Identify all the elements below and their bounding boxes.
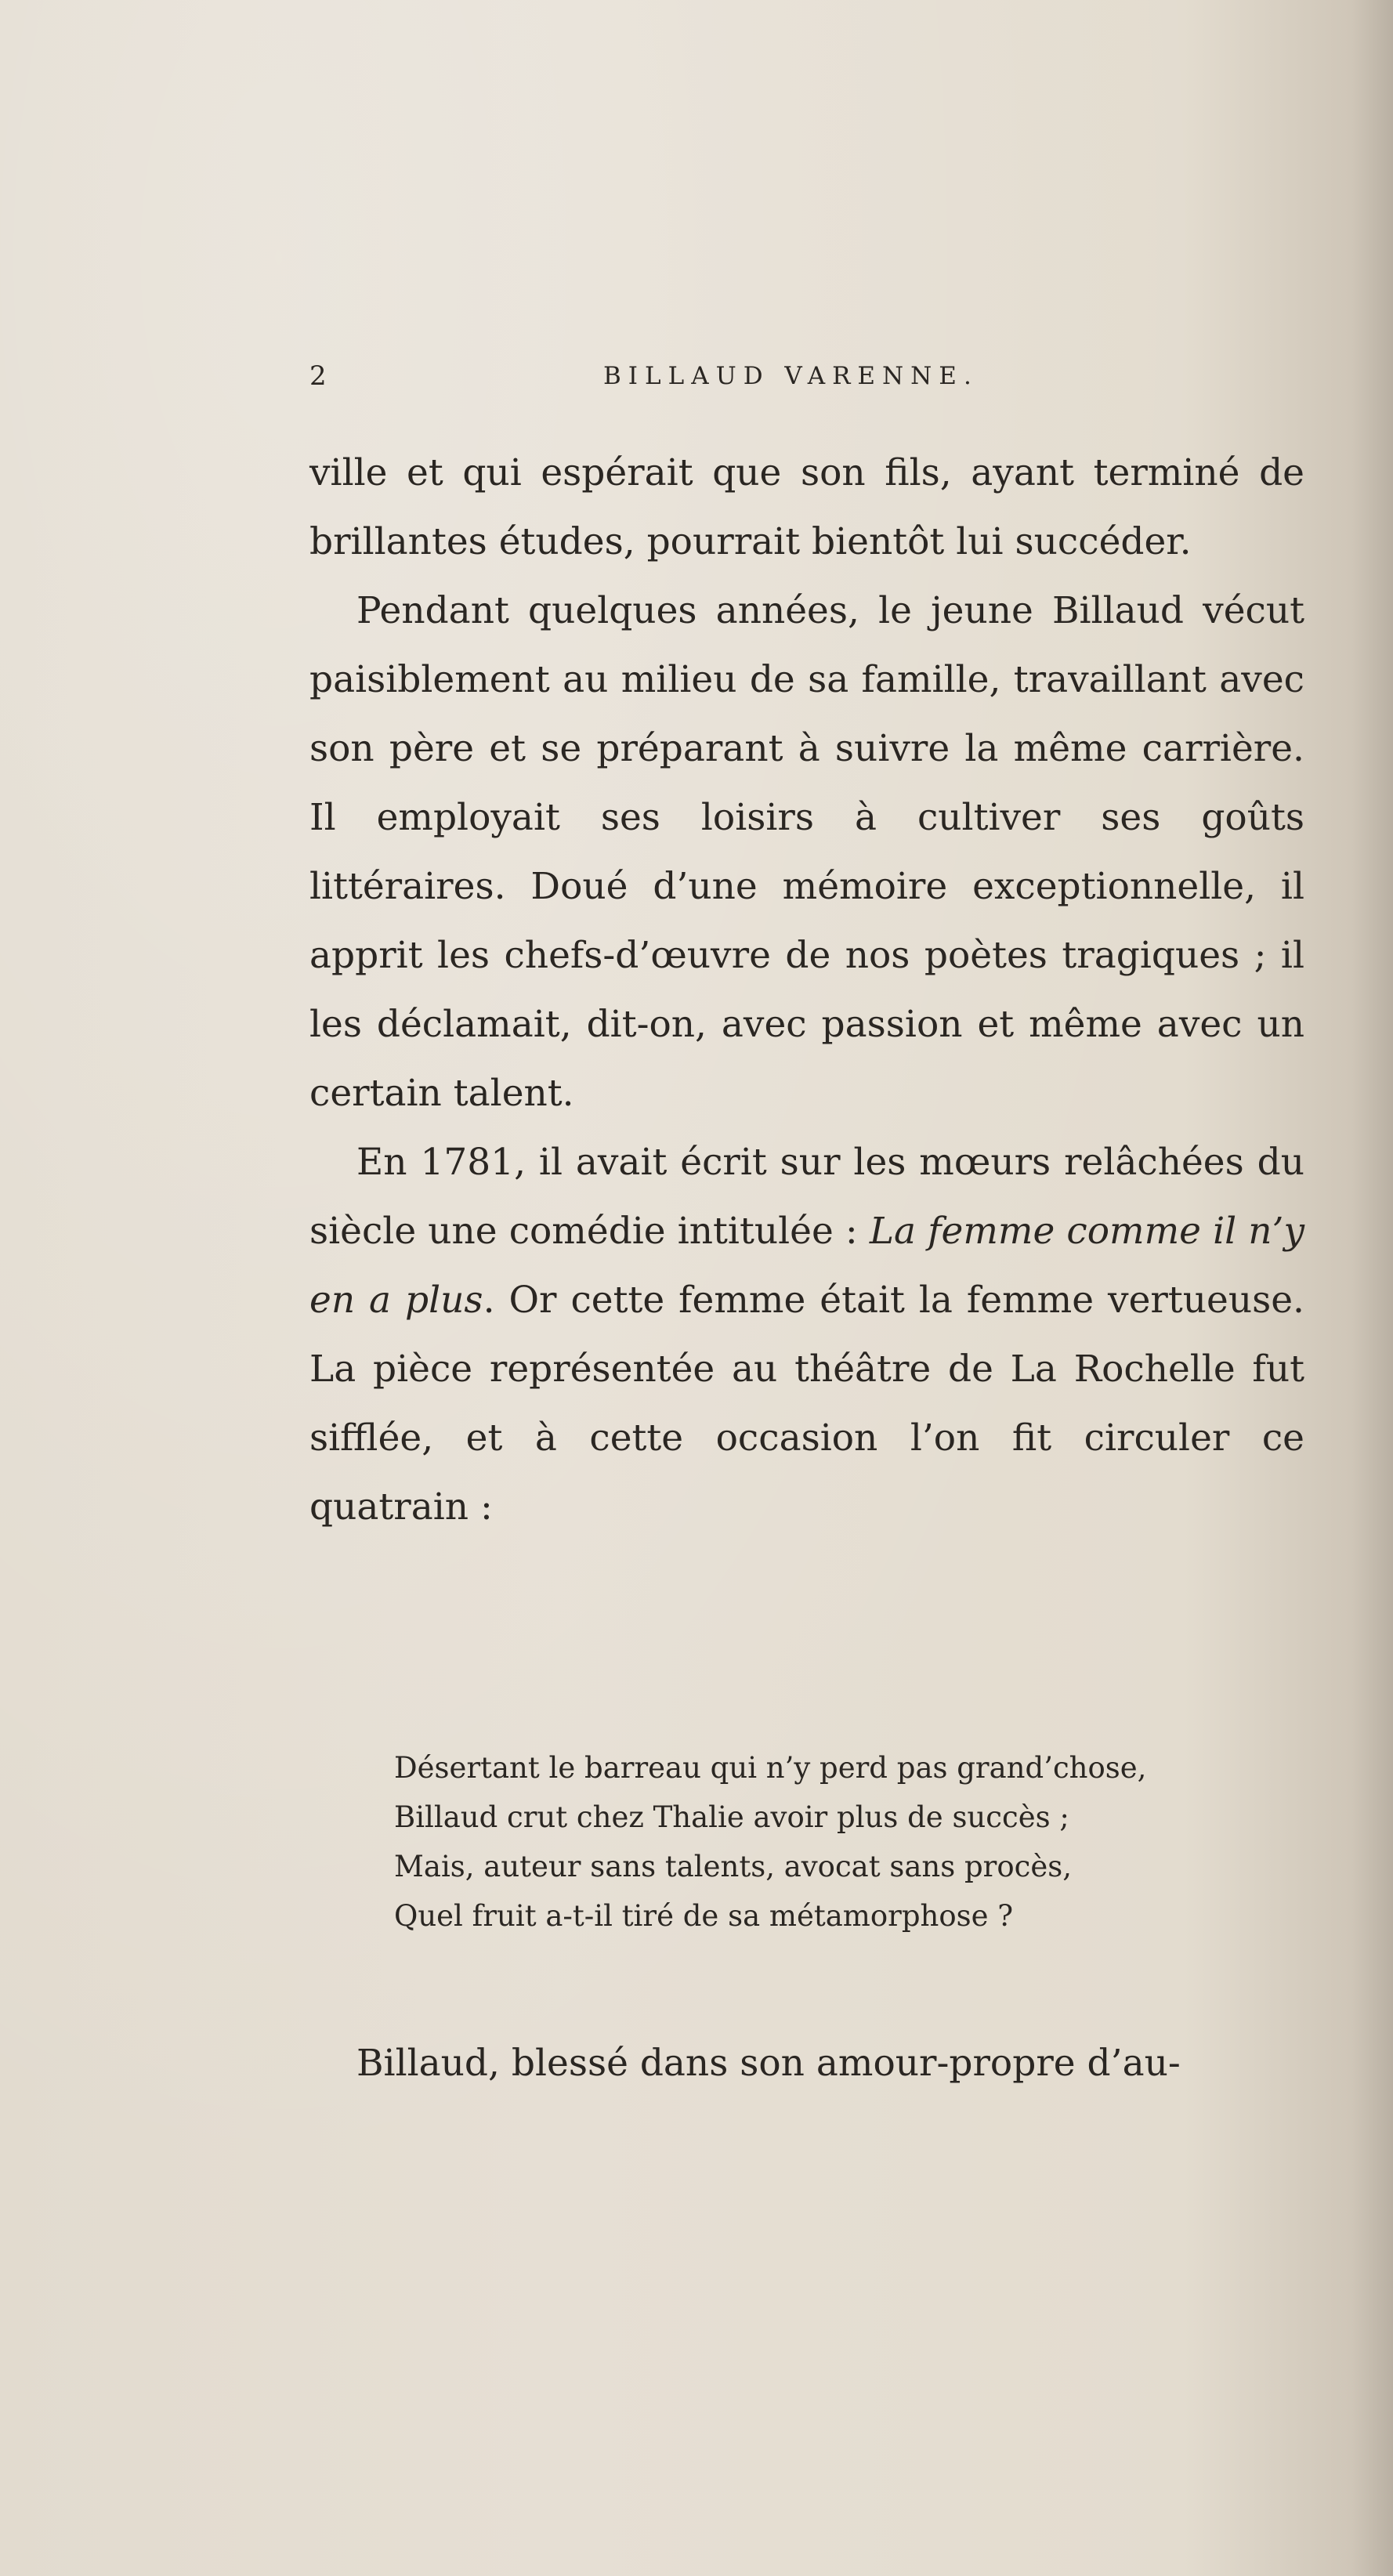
page-number: 2 (309, 360, 327, 392)
paragraph-2: Pendant quelques années, le jeune Billaud vécut paisiblement au milieu de sa famille, travaillant avec son père et se préparant à suivre la même carrière. Il employait ses loisirs à cultiver ses goûts littéraires. Doué d’une mémoire exceptionnelle, il apprit les chefs-d’œuvre de nos poètes tragiques ; il les déclamait, dit-on, avec passion et même avec un certain talent. (309, 589, 1304, 1115)
page-header (309, 356, 1304, 396)
play-title: La femme comme il n’y en a plus (309, 1210, 1305, 1322)
quatrain (394, 1743, 1287, 1941)
paragraph-3-text-start: En 1781, il avait écrit sur les mœurs relâchées du siècle une comédie intitulée : (309, 1141, 1304, 1253)
verse-line-4: Quel fruit a-t-il tiré de sa métamorphose ? (394, 1899, 1014, 1933)
closing-line: Billaud, blessé dans son amour-propre d’au- (356, 2042, 1181, 2085)
paragraph-1: ville et qui espérait que son fils, ayant terminé de brillantes études, pourrait bientôt lui succéder. (309, 451, 1304, 563)
verse-line-2: Billaud crut chez Thalie avoir plus de succès ; (394, 1800, 1069, 1834)
running-title: BILLAUD VARENNE. (603, 362, 979, 390)
paragraph-3 (309, 1128, 1304, 1542)
verse-line-3: Mais, auteur sans talents, avocat sans procès, (394, 1850, 1073, 1883)
verse-line-1: Désertant le barreau qui n’y perd pas grand’chose, (394, 1751, 1147, 1785)
body-text (309, 439, 1304, 1542)
paragraph-3-text-end: . Or cette femme était la femme vertueuse. La pièce représentée au théâtre de La Rochelle fut sifflée, et à cette occasion l’on fit circuler ce quatrain : (309, 1279, 1304, 1529)
